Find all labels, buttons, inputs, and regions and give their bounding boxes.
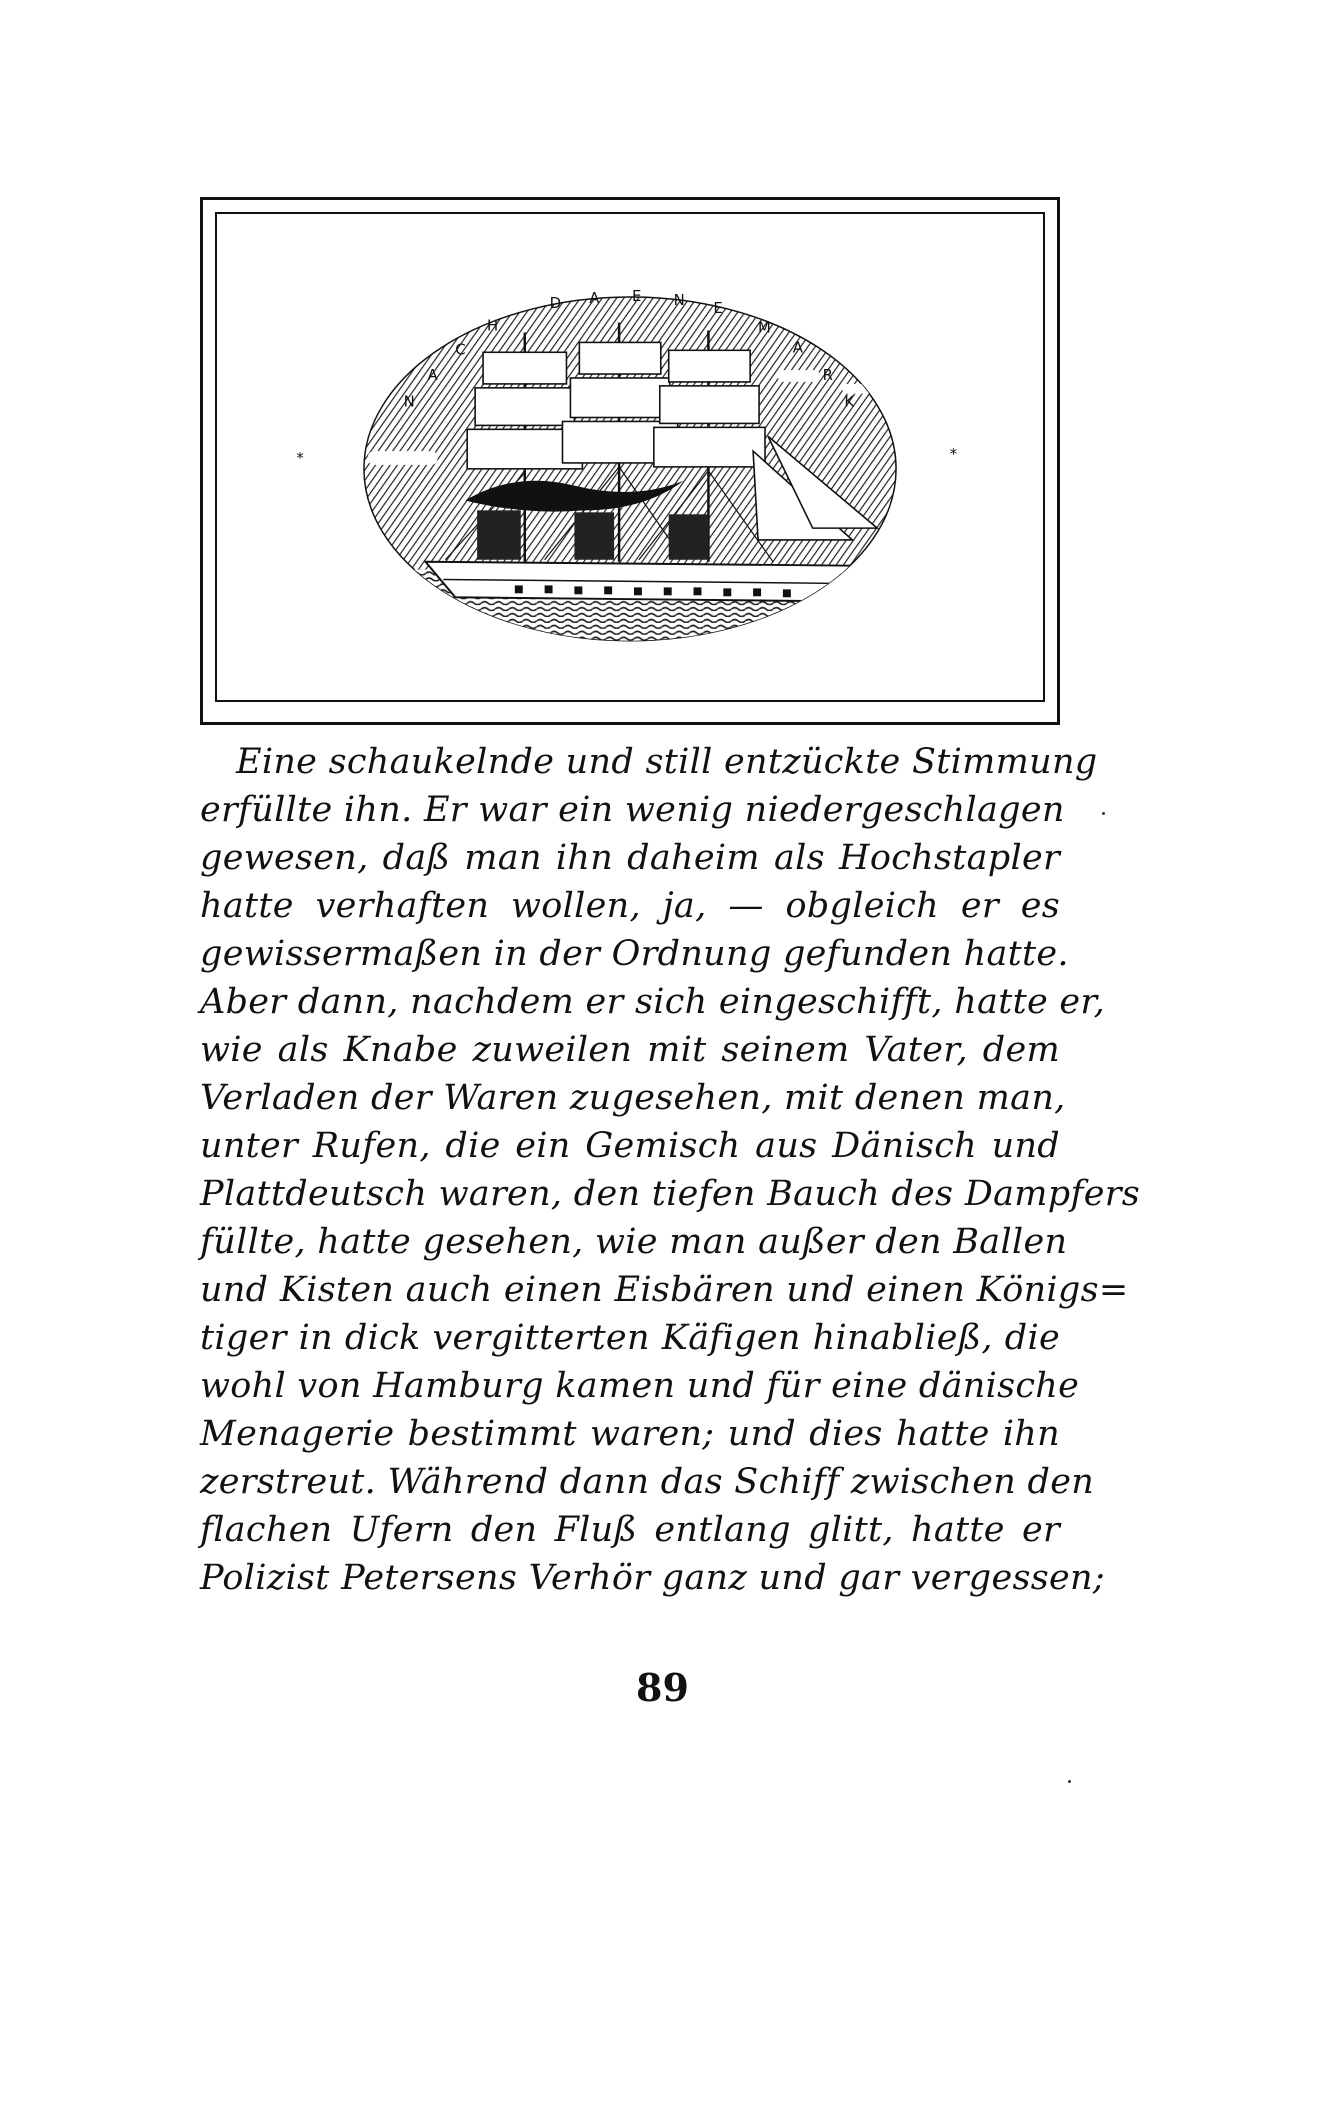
arc-letter: M [758,318,771,337]
arc-letter: K [844,392,855,411]
star-icon: * [949,445,958,463]
arc-letter: E [631,286,642,305]
text-line: Verladen der Waren zugesehen, mit denen man, [200,1078,1066,1118]
arc-letter: N [403,392,415,411]
text-line: Eine schaukelnde und still entzückte Stimmung [236,742,1098,782]
text-line: Menagerie bestimmt waren; und dies hatte ihn [200,1414,1060,1454]
text-line: wohl von Hamburg kamen und für eine dänische [200,1366,1080,1406]
page-number: 89 [636,1665,689,1710]
ship-illustration [217,214,1043,700]
arc-letter: H [487,316,499,335]
text-line: gewissermaßen in der Ordnung gefunden hatte. [200,934,1069,974]
sail [475,388,574,426]
paper-speck [1102,812,1105,815]
arc-letter: C [455,340,466,359]
text-line: unter Rufen, die ein Gemisch aus Dänisch und [200,1126,1060,1166]
arc-letter: A [589,288,600,307]
text-line: gewesen, daß man ihn daheim als Hochstapler [200,838,1060,878]
arc-letter: A [427,365,438,384]
text-line: wie als Knabe zuweilen mit seinem Vater, dem [200,1030,1060,1070]
sail [654,427,765,467]
arc-letter: D [549,293,562,312]
sail [570,378,669,418]
text-line: Aber dann, nachdem er sich eingeschifft, hatte er, [200,982,1106,1022]
arc-letter: R [822,365,833,384]
sail [579,342,660,374]
illustration-inner-frame [215,212,1045,702]
text-line: zerstreut. Während dann das Schiff zwischen den [200,1462,1095,1502]
arc-letter: E [713,298,723,317]
body-text [200,738,1141,1602]
arc-letter: A [792,338,803,357]
text-line: erfüllte ihn. Er war ein wenig niedergeschlagen [200,790,1065,830]
arc-letter: N [673,290,685,309]
star-icon: * [296,448,304,467]
cloud [778,370,820,382]
text-line: tiger in dick vergitterten Käfigen hinabließ, die [200,1318,1060,1358]
illustration-frame [200,197,1060,725]
text-line: hatte verhaften wollen, ja, — obgleich er es [200,886,1060,926]
sail [669,350,750,382]
text-line: Polizist Petersens Verhör ganz und gar vergessen; [200,1558,1105,1598]
sail [660,386,759,424]
text-line: flachen Ufern den Fluß entlang glitt, hatte er [200,1510,1060,1550]
paper-speck [1068,1780,1071,1783]
text-line: und Kisten auch einen Eisbären und einen Königs= [200,1270,1129,1310]
sail [483,352,566,384]
text-line: füllte, hatte gesehen, wie man außer den Ballen [200,1222,1068,1262]
cloud [368,451,437,465]
text-line: Plattdeutsch waren, den tiefen Bauch des Dampfers [200,1174,1141,1214]
